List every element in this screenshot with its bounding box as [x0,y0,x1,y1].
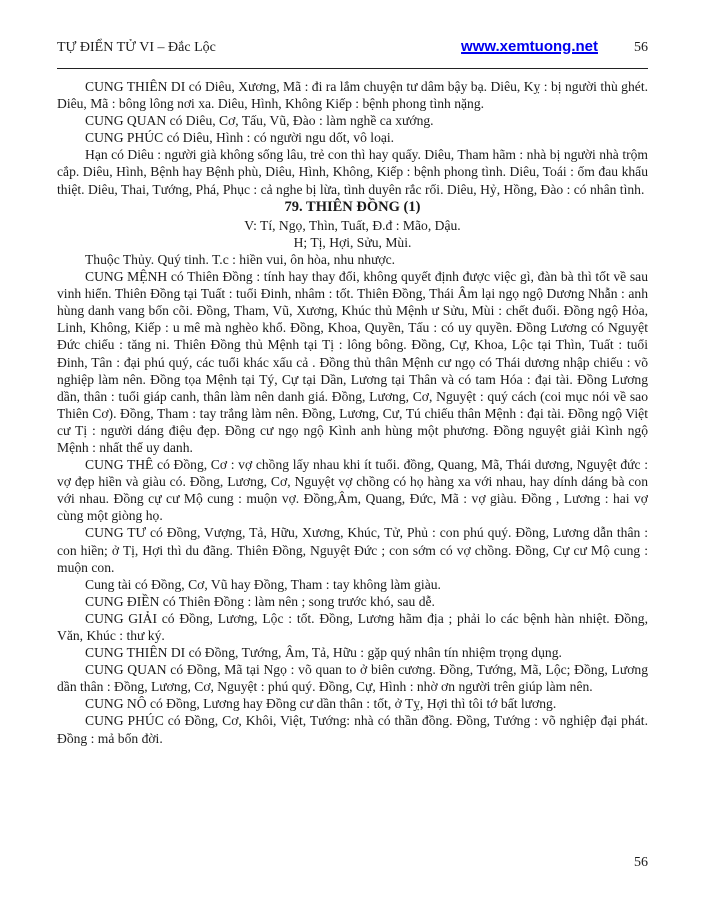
paragraph: CUNG ĐIỀN có Thiên Đồng : làm nên ; song trước khó, sau dễ. [85,593,435,609]
page-header [57,38,648,69]
website-link[interactable]: www.xemtuong.net [461,38,598,55]
paragraph: H; Tị, Hợi, Sửu, Mùi. [293,234,412,250]
paragraph: CUNG PHÚC có Diêu, Hình : có người ngu dốt, vô loại. [85,130,395,146]
section-heading: 79. THIÊN ĐỒNG (1) [284,198,421,215]
paragraph: CUNG NÔ có Đồng, Lương hay Đồng cư dần thân : tốt, ở Tỵ, Hợi thì tôi tớ bất lương. [85,696,557,712]
paragraph: CUNG PHÚC có Đồng, Cơ, Khôi, Việt, Tướng: nhà có thần đồng. Đồng, Tướng : võ nghiệp đại phát. Đồng : mả bốn đời. [57,713,648,746]
paragraph: Hạn có Diêu : người già không sống lâu, trẻ con thì hay quấy. Diêu, Tham hãm : nhà bị người nhà trộm cắp. Diêu, Hình, Bệnh hay Bệnh phù, Diêu, Hình, Không, Kiếp : bệnh phong tình. Diêu, Toái : ốm đau khẩu thiệt. Diêu, Thai, Tướng, Phá, Phục : cả nghe bị lừa, tình duyên rắc rối. Diêu, Hỷ, Hồng, Đào : có nhân tình. [57,147,648,197]
paragraph: V: Tí, Ngọ, Thìn, Tuất, Đ.đ : Mão, Dậu. [244,217,461,233]
page-content [57,78,648,747]
paragraph: CUNG THIÊN DI có Diêu, Xương, Mã : đi ra lắm chuyện tư dâm bậy bạ. Diêu, Kỵ : bị người thù ghét. Diêu, Mã : bông lông nơi xa. Diêu, Hình, Không Kiếp : bệnh phong tình nặng. [57,79,648,112]
document-title: TỰ ĐIỂN TỬ VI – Đắc Lộc [57,40,216,55]
paragraph: CUNG THIÊN DI có Đồng, Tướng, Âm, Tả, Hữu : gặp quý nhân tín nhiệm trọng dụng. [85,645,562,661]
paragraph: CUNG THÊ có Đồng, Cơ : vợ chồng lấy nhau khi ít tuổi. đồng, Quang, Mã, Thái dương, Nguyệt đức : vợ đẹp hiền và giàu có. Đồng, Lương, Cơ, Nguyệt vợ chồng có họ hàng xa với nhau, hay dính dáng bà con với nhau. Đồng cự cư Mộ cung : muộn vợ. Đồng,Âm, Quang, Đức, Mã : vợ giàu. Đồng , Lương : hai vợ cùng một giòng họ. [57,457,648,524]
header-page-number: 56 [634,40,648,55]
paragraph: CUNG GIẢI có Đồng, Lương, Lộc : tốt. Đồng, Lương hãm địa ; phải lo các bệnh hàn nhiệt. Đồng, Văn, Khúc : thư ký. [57,610,648,643]
paragraph: CUNG TƯ có Đồng, Vượng, Tả, Hữu, Xương, Khúc, Tử, Phủ : con phú quý. Đồng, Lương dẫn thân : con hiền; ở Tị, Hợi thì du đãng. Thiên Đồng, Nguyệt Đức ; con sớm có vợ chồng. Đồng, Cự cư Mộ cung : muộn con. [57,525,648,575]
paragraph: CUNG MỆNH có Thiên Đồng : tính hay thay đổi, không quyết định được việc gì, đàn bà thì tốt về sau vinh hiển. Thiên Đồng tại Tuất : tuổi Đinh, nhâm : tốt. Thiên Đồng, Thái Âm lại ngọ ngộ Dương Nhẫn : anh hùng danh vang bốn cõi. Đồng, Tham, Vũ, Xương, Khúc thủ Mệnh ư Sửu, Mùi : chết đuối. Đồng ngộ Hỏa, Linh, Không, Kiếp : u mê mà nghèo khổ. Đồng, Khoa, Quyền, Tấu : có uy quyền. Đồng Lương có Nguyệt Đức chiếu : tăng ni. Thiên Đồng thủ Mệnh tại Tị : lông bông. Đồng, Cự, Khoa, Lộc tại Thìn, Tuất : tuổi Đinh, Tân : đại phú quý, các tuổi khác xấu cả . Đồng thủ thân Mệnh cư ngọ có Thái dương nhập chiếu : võ nghiệp làm nên. Đồng tọa Mệnh tại Tý, Cự tại Dần, Lương tại Thân và có tam Hóa : đại tài. Đồng Lương dần, thân : tuổi giáp canh, thân làm nên danh giá. Đồng, Lương, Cơ, Nguyệt : quý cách (coi mục nói về sao Thiên Cơ). Đồng, Tham : tay trắng làm nên. Đồng, Lương, Cư, Tú chiếu thân Mệnh : đại tài. Đồng ngộ Việt cư Tị : người dáng điệu đẹp. Đồng cư ngọ ngộ Kình anh hùng một phương. Đồng nguyệt giải Kình ngộ Mệnh : nhất thế uy danh. [57,269,648,455]
paragraph: Thuộc Thủy. Quý tinh. T.c : hiền vui, ôn hòa, nhu nhược. [85,251,396,267]
paragraph: Cung tài có Đồng, Cơ, Vũ hay Đồng, Tham : tay không làm giàu. [85,576,441,592]
page-footer [57,855,648,871]
paragraph: CUNG QUAN có Đồng, Mã tại Ngọ : võ quan to ở biên cương. Đồng, Tướng, Mã, Lộc; Đồng, Lương dần thân : Đồng, Lương, Cơ, Nguyệt : phú quý. Đồng, Cự, Hình : nhờ ơn người trên giúp làm nên. [57,662,648,695]
paragraph: CUNG QUAN có Diêu, Cơ, Tấu, Vũ, Đào : làm nghề ca xướng. [85,113,434,129]
footer-page-number: 56 [634,855,648,870]
